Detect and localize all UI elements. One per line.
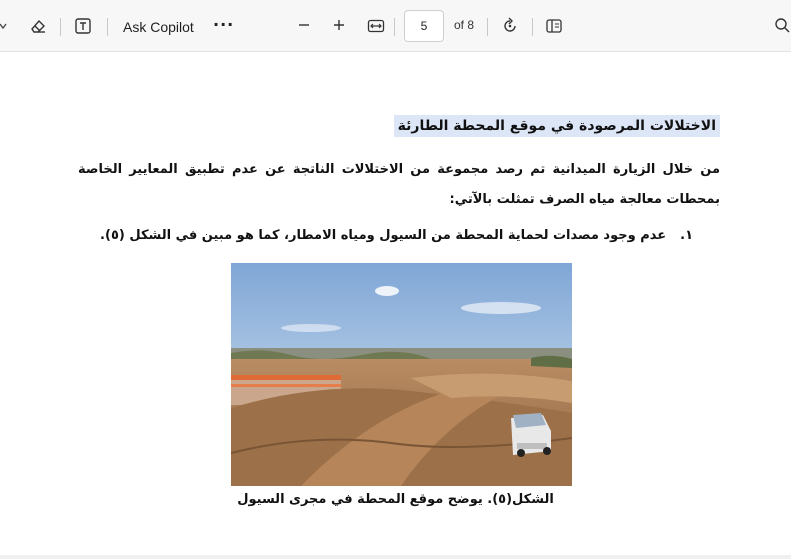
section-heading: الاختلالات المرصودة في موقع المحطة الطارئة — [394, 115, 720, 137]
text-box-icon[interactable] — [73, 16, 93, 36]
body-paragraph: من خلال الزيارة الميدانية تم رصد مجموعة من الاختلالات الناتجة عن عدم تطبيق المعايير الخاصة بمحطات معالجة مياه الصرف تمثلت بالآتي: — [78, 162, 720, 207]
fit-width-icon[interactable] — [366, 16, 386, 36]
eraser-icon[interactable] — [28, 16, 48, 36]
figure-caption: الشكل(٥). يوضح موقع المحطة في مجرى السيول — [237, 492, 554, 507]
ask-copilot-button[interactable]: Ask Copilot — [123, 19, 194, 35]
page-number-input[interactable]: 5 — [404, 10, 444, 42]
figure-photo — [231, 263, 572, 486]
list-item-text: عدم وجود مصدات لحماية المحطة من السيول ومياه الامطار، كما هو مبين في الشكل (٥). — [100, 228, 667, 243]
page-view-icon[interactable] — [544, 16, 564, 36]
zoom-in-icon[interactable] — [331, 17, 347, 33]
list-item-number: ١. — [680, 228, 693, 243]
pdf-page — [0, 52, 791, 555]
rotate-icon[interactable] — [500, 16, 520, 36]
list-item — [100, 228, 693, 243]
page-count-label: of 8 — [454, 18, 475, 32]
pdf-toolbar — [0, 0, 791, 52]
chevron-down-icon[interactable] — [0, 20, 8, 32]
zoom-out-icon[interactable] — [296, 17, 312, 33]
more-options-button[interactable]: ··· — [213, 15, 235, 34]
search-icon[interactable] — [773, 16, 791, 36]
